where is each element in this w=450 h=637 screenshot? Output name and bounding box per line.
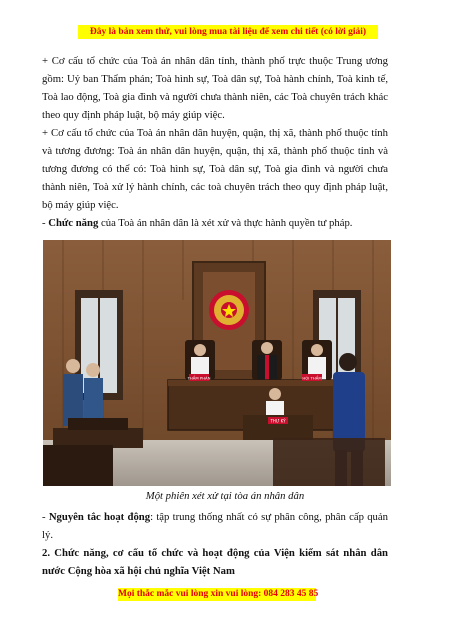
- paragraph-operating-principle: [42, 508, 388, 544]
- paragraph-court-function: [42, 214, 388, 232]
- preview-banner: Đây là bản xem thử, vui lòng mua tài liệu để xem chi tiết (có lời giải): [78, 25, 378, 39]
- bench-sign-left: THẨM PHÁN: [187, 375, 211, 381]
- function-definition: của Toà án nhân dân là xét xử và thực hành quyền tư pháp.: [98, 217, 353, 229]
- document-body-continued: [42, 508, 388, 580]
- bullet: -: [42, 217, 49, 229]
- courtroom-photo: [43, 240, 391, 486]
- term-principle: Nguyên tắc hoạt động: [48, 511, 151, 523]
- contact-footer: Mọi thắc mắc vui lòng xin vui lòng: 084 283 45 85: [118, 589, 319, 599]
- document-body: [42, 52, 388, 232]
- paragraph-provincial-court: + Cơ cấu tổ chức của Toà án nhân dân tỉnh, thành phố trực thuộc Trung ương gồm: Uỷ ban Thẩm phán; Toà hình sự, Toà dân sự, Toà hành chính, Toà kinh tế, Toà lao động, Toà gia đình và người chưa thành niên, các Toà chuyên trách khác theo quy định pháp luật, bộ máy giúp việc.: [42, 55, 388, 121]
- photo-caption: Một phiên xét xử tại tòa án nhân dân: [145, 490, 305, 502]
- section-heading-text: 2. Chức năng, cơ cấu tổ chức và hoạt động của Viện kiểm sát nhân dân nước Cộng hòa xã hội chủ nghĩa Việt Nam: [42, 547, 388, 577]
- paragraph-district-court: + Cơ cấu tổ chức của Toà án nhân dân huyện, quận, thị xã, thành phố thuộc tỉnh và tương đương: Toà án nhân dân huyện, quận, thị xã, thành phố thuộc tỉnh và tương đương có thể có: Toà hình sự, Toà dân sự, Toà gia đình và người chưa thành niên, Toà xử lý hành chính, các toà chuyên trách theo quy định pháp luật, bộ máy giúp việc.: [42, 127, 388, 211]
- bullet: -: [42, 511, 49, 523]
- bench-sign-right: HỘI THẨM: [302, 375, 322, 381]
- term-function: Chức năng: [48, 217, 99, 229]
- section-heading: [42, 544, 388, 580]
- clerk-desk-sign: THƯ KÝ: [270, 418, 286, 424]
- principle-definition: : tập trung thống nhất có sự phân công, phân cấp quản lý.: [42, 511, 388, 541]
